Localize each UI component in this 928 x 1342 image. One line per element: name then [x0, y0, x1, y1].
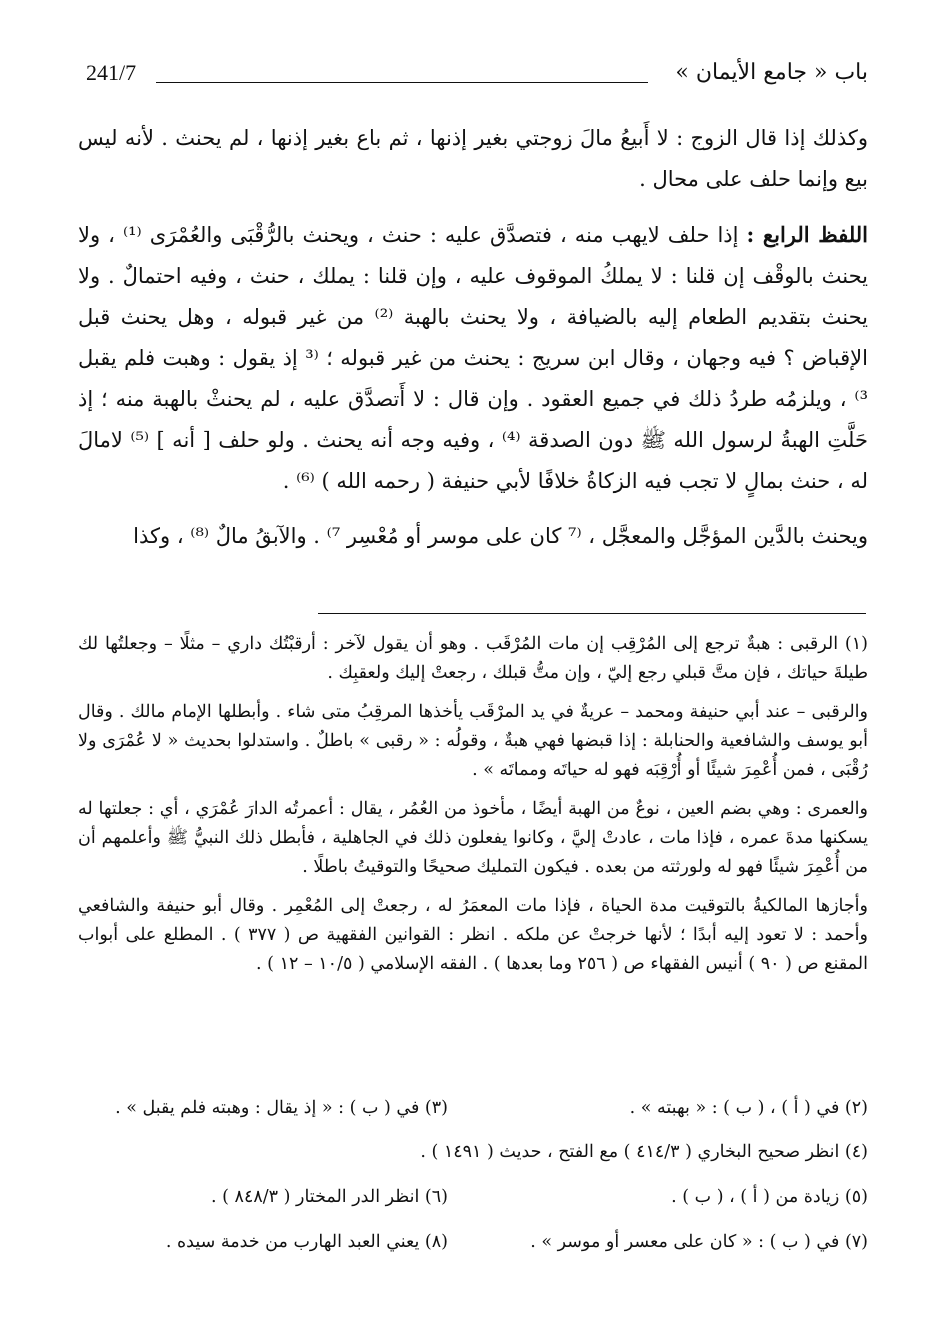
footnote-4: (٤) انظر صحيح البخاري ( ٤١٤/٣ ) مع الفتح ، حديث ( ١٤٩١ ) .	[420, 1142, 868, 1162]
footnote-3: (٣) في ( ب ) : « إذ يقال : وهبته فلم يقبل » .	[115, 1098, 448, 1118]
running-header	[86, 58, 868, 98]
footnote-2: (٢) في ( أ ) ، ( ب ) : « بهبته » .	[629, 1098, 868, 1118]
footnote-1-part-2: والرقبى – عند أبي حنيفة ومحمد – عريةٌ في يد المرْقَب يأخذها المرقِبُ متى شاء . وأبطلها الإمام مالك . وقال أبو يوسف والشافعية والحنابلة : إذا قبضها فهي هبةٌ ، وقولُه : « رقبى » باطلٌ . واستدلوا بحديث « لا عُمْرَى ولا رُقْبَى ، فمن أُعْمِرَ شيئًا أو أُرْقِبَه فهو له حياتَه ومماتَه » .	[78, 702, 868, 780]
footnote-separator	[318, 613, 866, 614]
paragraph-2	[78, 214, 868, 502]
paragraph-3: ويحنث بالدَّين المؤجَّل والمعجَّل ، ⁽⁷ كان على موسر أو مُعْسِر ⁷⁾ . والآبقُ مالٌ ⁽⁸⁾ ، وكذا	[133, 524, 868, 548]
footnote-7: (٧) في ( ب ) : « كان على معسر أو موسر » .	[530, 1232, 868, 1252]
paragraph-1: وكذلك إذا قال الزوج : لا أَبيعُ مالَ زوجتي بغير إذنها ، ثم باع بغير إذنها ، لم يحنث . لأنه ليس بيع وإنما حلف على محال .	[78, 126, 868, 191]
footnote-6: (٦) انظر الدر المختار ( ٨٤٨/٣ ) .	[211, 1187, 448, 1207]
main-text	[78, 118, 868, 557]
page-number: 241/7	[86, 60, 137, 85]
header-rule	[156, 82, 648, 83]
footnote-1: (١) الرقبى : هبةٌ ترجع إلى المُرْقِب إن مات المُرْقَب . وهو أن يقول لآخر : أرقبْتُك داري – مثلًا – وجعلتُها لك طيلةَ حياتك ، فإن متَّ قبلي رجع إليّ ، وإن متُّ قبلك ، رجعتْ إليك ولعقبِك .	[78, 634, 868, 683]
chapter-title: باب « جامع الأيمان »	[675, 60, 868, 85]
footnote-1-part-3: والعمرى : وهي بضم العين ، نوعٌ من الهبة أيضًا ، مأخوذ من العُمُر ، يقال : أعمرتُه الدارَ عُمْرَي ، أي : جعلتها له يسكنها مدةَ عمره ، فإذا مات ، عادتْ إليَّ ، وكانوا يفعلون ذلك في الجاهلية ، فأبطل ذلك النبيُّ ﷺ وأعلمهم أن من أُعْمِرَ شيئًا فهو له ولورثته من بعده . فيكون التمليك صحيحًا والتوقيتُ باطلًا .	[78, 799, 868, 877]
footnote-1-part-4: وأجازها المالكيةُ بالتوقيت مدة الحياة ، فإذا مات المعمَرُ له ، رجعتْ إلى المُعْمِر . وقال أبو حنيفة والشافعي وأحمد : لا تعود إليه أبدًا ؛ لأنها خرجتْ عن ملكه . انظر : القوانين الفقهية ص ( ٣٧٧ ) . المطلع على أبواب المقنع ص ( ٩٠ ) أنيس الفقهاء ص ( ٢٥٦ وما بعدها ) . الفقه الإسلامي ( ١٠/٥ – ١٢ ) .	[78, 896, 868, 974]
paragraph-2-text: إذا حلف لايهب منه ، فتصدَّق عليه : حنث ، ويحنث بالرُّقْبَى والعُمْرَى ⁽¹⁾ ، ولا يحنث بالوقْف إن قلنا : لا يملكُ الموقوف عليه ، وإن قلنا : يملك ، حنث ، وفيه احتمالٌ . ولا يحنث بتقديم الطعام إليه بالضيافة ، ولا يحنث بالهبة ⁽²⁾ من غير قبوله ، وهل يحنث قبل الإقباض ؟ فيه وجهان ، وقال ابن سريج : يحنث من غير قبوله ؛ ⁽³ إذ يقول : وهبت فلم يقبل ³⁾ ، ويلزمُه طردُ ذلك في جميع العقود . وإن قال : لا أَتصدَّق عليه ، لم يحنثْ بالهبة منه ؛ إذ حَلَّتِ الهبةُ لرسول الله ﷺ دون الصدقة ⁽⁴⁾ ، وفيه وجه أنه يحنث . ولو حلف [ أنه ] ⁽⁵⁾ لامالَ له ، حنث بمالٍ لا تجب فيه الزكاةُ خلافًا لأبي حنيفة ( رحمه الله ) ⁽⁶⁾ .	[78, 223, 868, 493]
section-lead: اللفظ الرابع :	[746, 222, 869, 247]
footnotes	[78, 630, 868, 979]
footnote-8: (٨) يعني العبد الهارب من خدمة سيده .	[165, 1232, 448, 1252]
footnote-5: (٥) زيادة من ( أ ) ، ( ب ) .	[671, 1187, 868, 1207]
